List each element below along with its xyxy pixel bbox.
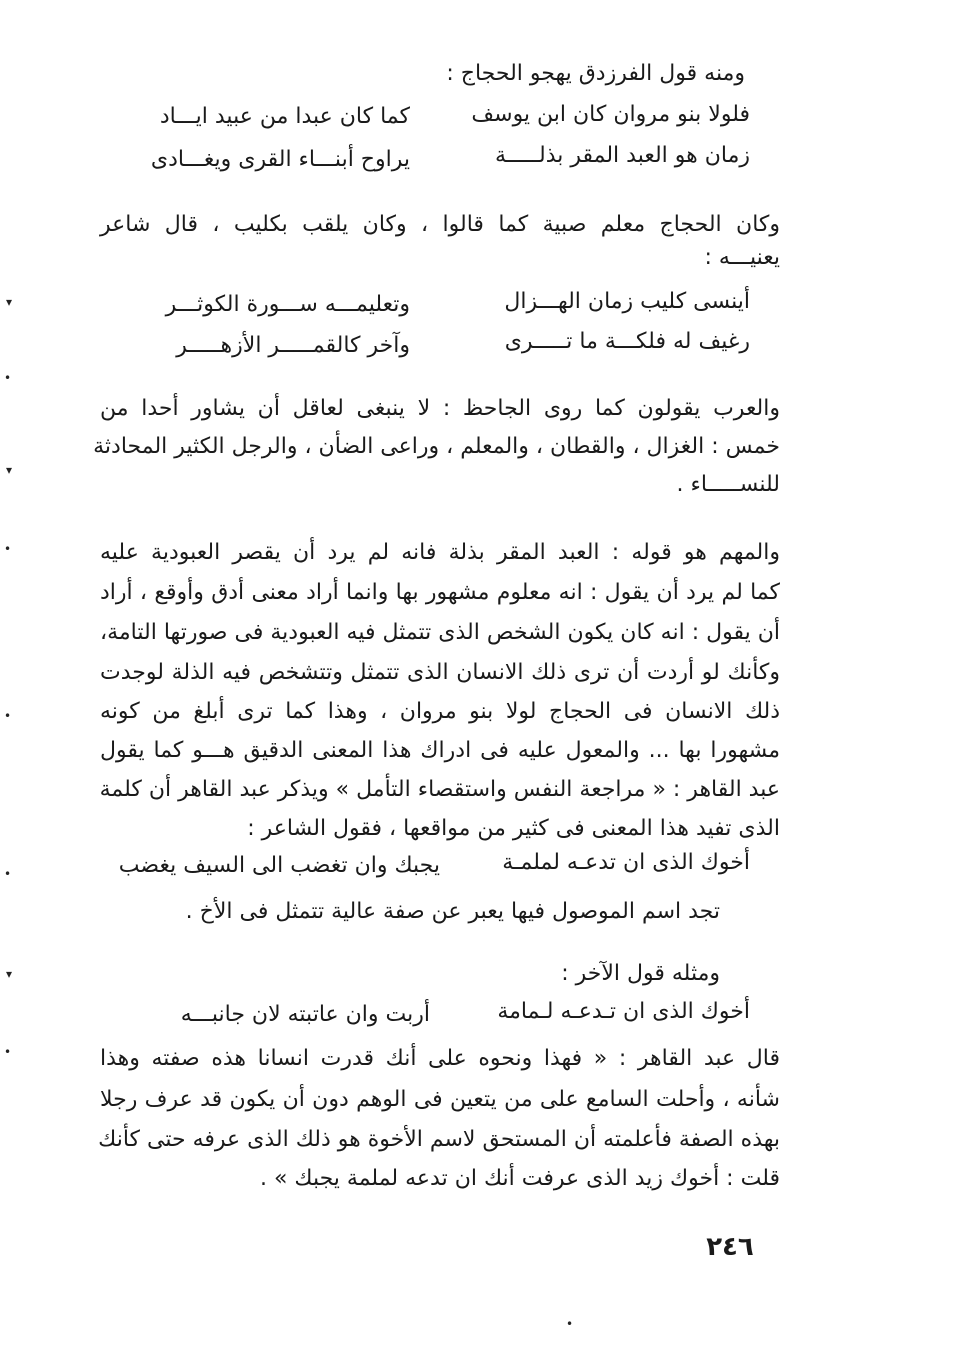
para4-line-2: شأنه ، وأحلت السامع على من يتعين فى الوهم دون أن يكون قد عرف رجلا: [100, 1087, 780, 1112]
para4-line-4: قلت : أخوك زيد الذى عرفت أنك ان تدعه لملمة يجبك » .: [259, 1166, 780, 1191]
para1-line-1: وكان الحجاج معلم صبية كما قالوا ، وكان يلقب بكليب ، قال شاعر: [100, 212, 780, 237]
margin-mark: •: [4, 371, 12, 385]
para1-line-2: يعنيـــه :: [704, 245, 780, 270]
intro-line: ومنه قول الفرزدق يهجو الحجاج :: [446, 61, 745, 86]
margin-mark: ▾: [6, 967, 13, 981]
verse2-left: يراوح أبنـــاء القرى ويغـــادى: [150, 147, 410, 172]
verse4-left: وآخر كالقمـــــر الأزهـــــر: [176, 333, 410, 358]
para3-line-8: الذى تفيد هذا المعنى فى كثير من مواقعها ، فقول الشاعر :: [247, 816, 780, 841]
verse6-left: أربت وان عاتبته لان جانبـــه: [180, 1002, 430, 1027]
para3-line-1: والمهم هو قوله : العبد المقر بذلة فانه لم يرد أن يقصر العبودية عليه: [100, 540, 780, 565]
para4-line-1: قال عبد القاهر : « فهذا ونحوه على أنك قدرت انسانا هذه صفته وهذا: [100, 1046, 780, 1071]
margin-mark: •: [4, 867, 12, 881]
para3-line-7: عبد القاهر : « مراجعة النفس واستقصاء التأمل » ويذكر عبد القاهر أن كلمة: [99, 777, 780, 802]
margin-mark: •: [4, 1045, 12, 1059]
margin-mark: •: [4, 709, 12, 723]
verse6-right: أخوك الذى ان تـدعـه لـمامة: [497, 999, 750, 1024]
para2-line-2: خمس : الغزال ، والقطان ، والمعلم ، وراعى الضأن ، والرجل الكثير المحادثة: [93, 434, 780, 459]
para3-line-6: مشهورا بها ... والمعول عليه فى ادراك هذا المعنى الدقيق هـــو كما يقول: [100, 738, 780, 763]
line-after-verse: تجد اسم الموصول فيها يعبر عن صفة عالية تتمثل فى الأخ .: [185, 899, 720, 924]
margin-mark: •: [4, 542, 12, 556]
verse1-right: فلولا بنو مروان كان ابن يوسف: [471, 102, 750, 127]
intro2-line: ومثله قول الآخر :: [561, 961, 720, 986]
para3-line-2: كما لم يرد أن يقول : انه معلوم مشهور بها وانما أراد معنى أدق وأوقع ، أراد: [100, 580, 780, 605]
verse2-right: زمان هو العبد المقر بذلـــــة: [494, 143, 750, 168]
margin-mark: ▾: [6, 463, 13, 477]
margin-mark: ▾: [6, 295, 13, 309]
verse3-right: أينسى كليب زمان الهـــزال: [504, 289, 750, 314]
para3-line-3: أن يقول : انه كان يكون الشخص الذى تتمثل فيه العبودية فى صورتها التامة،: [100, 620, 780, 645]
verse5-right: أخوك الذى ان تدعـه لملمـة: [502, 850, 750, 875]
para4-line-3: بهذه الصفة فأعلمته أن المستحق لاسم الأخوة هو ذلك الذى عرفه حتى كأنك: [98, 1127, 780, 1152]
page-number: ٢٤٦: [706, 1232, 754, 1262]
verse3-left: وتعليمـــه ســـورة الكوثـــر: [165, 292, 410, 317]
margin-mark: •: [566, 1317, 574, 1331]
verse1-left: كما كان عبدا من عبيد ايـــاد: [159, 104, 410, 129]
para3-line-5: ذلك الانسان فى الحجاج لولا بنو مروان ، وهذا كما ترى أبلغ من كونه: [100, 699, 780, 724]
para2-line-1: والعرب يقولون كما روى الجاحظ : لا ينبغى لعاقل أن يشاور أحدا من: [100, 396, 780, 421]
verse4-right: رغيف له فلكـــة ما تـــــرى: [504, 329, 750, 354]
verse5-left: يجبك وان تغضب الى السيف يغضب: [118, 853, 440, 878]
para3-line-4: وكأنك لو أردت أن ترى ذلك الانسان الذى تتمثل وتتشخص فيه الذلة لوجدت: [100, 660, 780, 685]
para2-line-3: للنســـــاء .: [676, 472, 780, 497]
